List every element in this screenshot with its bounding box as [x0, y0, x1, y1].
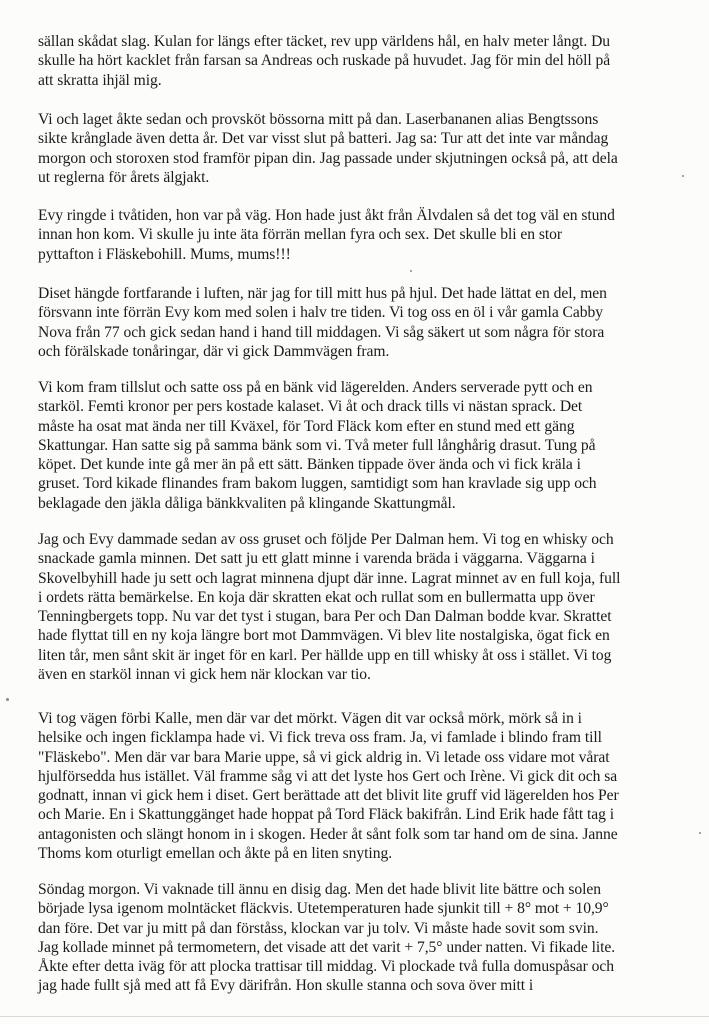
scan-speck [682, 175, 684, 177]
text-line: jag hade fullt sjå med att få Evy därifrån. Hon skulle stanna och sova över mitt i [38, 977, 534, 995]
text-line: Skattungar. Han satte sig på samma bänk som vi. Två meter full långhårig drasut. Tung på [38, 436, 596, 454]
text-line: Skovelbyhill hade ju sett och lagrat minnena djupt där inne. Lagrat minnet av en full koja, full [38, 569, 621, 587]
text-line: Vi kom fram tillslut och satte oss på en bänk vid lägerelden. Anders serverade pytt och en [38, 379, 593, 396]
text-line: beklagade den jäkla dåliga bänkkvaliten på klingande Skattungmål. [38, 494, 456, 512]
text-line: försvann inte förrän Evy kom med solen i halv tre tiden. Vi tog oss en öl i vår gamla Cabby [38, 304, 604, 322]
paragraph-1 [38, 32, 693, 90]
paragraph-8 [38, 880, 693, 996]
text-line: att skratta ihjäl mig. [38, 71, 162, 89]
text-line: helsike och ingen ficklampa hade vi. Vi fick treva oss fram. Ja, vi famlade i blindo fram till [38, 729, 602, 747]
text-line: pyttafton i Fläskebohill. Mums, mums!!! [38, 245, 291, 263]
text-line: snackade gamla minnen. Det satt ju ett glatt minne i varenda bräda i väggarna. Väggarna i [38, 550, 595, 568]
scan-speck [410, 270, 412, 272]
scan-edge [0, 1016, 709, 1017]
text-line: innan hon kom. Vi skulle ju inte äta förrän mellan fyra och sex. Det skulle bli en stor [38, 226, 563, 244]
text-line: Diset hängde fortfarande i luften, när jag for till mitt hus på hjul. Det hade lättat en del, men [38, 285, 607, 302]
text-line: Åkte efter detta iväg för att plocka trattisar till middag. Vi plockade två fulla domuspåsar och [38, 958, 614, 976]
text-line: Jag och Evy dammade sedan av oss gruset och följde Per Dalman hem. Vi tog en whisky och [38, 531, 614, 548]
text-line: dan före. Det var ju mitt på dan förståss, klockan var ju tolv. Vi måste hade sovit som svin. [38, 919, 599, 937]
paragraph-6 [38, 530, 693, 684]
paragraph-5 [38, 378, 693, 513]
paragraph-3 [38, 206, 693, 264]
scan-speck [699, 832, 701, 834]
text-line: skulle ha hört kacklet från farsan sa Andreas och ruskade på huvudet. Jag för min del höll på [38, 52, 611, 70]
text-line: hjulförsedda hus istället. Väl framme såg vi att det lyste hos Gert och Irène. Vi gick dit och sa [38, 767, 618, 785]
text-line: sällan skådat slag. Kulan for längs efter täcket, rev upp världens hål, en halv meter långt. Du [38, 33, 611, 50]
text-line: Nova från 77 och gick sedan hand i hand till middagen. Vi såg säkert ut som några för stora [38, 323, 605, 341]
text-line: ut reglerna för årets älgjakt. [38, 168, 210, 186]
text-line: även en starköl innan vi gick hem när klockan var tio. [38, 666, 371, 684]
text-line: liten tår, men sånt skit är inget för en karl. Per hällde upp en till whisky åt oss i stället. Vi tog [38, 646, 612, 664]
text-line: sikte krånglade även detta år. Det var visst slut på batteri. Jag sa: Tur att det inte var måndag [38, 130, 609, 148]
text-line: "Fläskebo". Men där var bara Marie uppe, så vi gick aldrig in. Vi letade oss vidare mot vårat [38, 748, 610, 766]
text-line: och Marie. En i Skattunggänget hade hoppat på Tord Fläck bakifrån. Lind Erik hade fått tag i [38, 806, 615, 824]
text-line: Vi tog vägen förbi Kalle, men där var det mörkt. Vägen dit var också mörk, mörk så in i [38, 710, 582, 727]
text-line: Thoms kom oturligt emellan och åkte på en liten snyting. [38, 845, 393, 863]
text-line: i ordets rätta bemärkelse. En koja där skratten ekat och rullat som en bullermatta upp över [38, 588, 595, 606]
text-line: Tenningbergets topp. Nu var det tyst i stugan, bara Per och Dan Dalman bodde kvar. Skrattet [38, 608, 612, 626]
text-line: hade flyttat till en ny koja längre bort mot Dammvägen. Vi blev lite nostalgiska, ögat fick en [38, 627, 610, 645]
text-line: starköl. Femti kronor per pers kostade kalaset. Vi åt och drack tills vi nästan sprack. Det [38, 398, 583, 416]
text-line: köpet. Det kunde inte gå mer än på ett sätt. Bänken tippade över ända och vi fick kräla i [38, 456, 581, 474]
text-line: godnatt, innan vi gick hem i diset. Gert berättade att det blivit lite gruff vid lägerelden hos Per [38, 787, 619, 805]
text-line: Jag kollade minnet på termometern, det visade att det varit + 7,5° under natten. Vi fikade lite. [38, 938, 616, 956]
paragraph-7 [38, 709, 693, 863]
text-line: morgon och storoxen stod framför pipan din. Jag passade under skjutningen också på, att dela [38, 149, 618, 167]
paragraph-4 [38, 284, 693, 361]
text-line: Evy ringde i tvåtiden, hon var på väg. Hon hade just åkt från Älvdalen så det tog väl en stund [38, 207, 615, 224]
text-line: började lysa igenom molntäcket fläckvis. Utetemperaturen hade sjunkit till + 8° mot + 10,9° [38, 900, 609, 918]
text-line: och förälskade tonåringar, där vi gick Dammvägen fram. [38, 342, 390, 360]
text-line: Vi och laget åkte sedan och provsköt bössorna mitt på dan. Laserbananen alias Bengtssons [38, 111, 599, 128]
text-line: Söndag morgon. Vi vaknade till ännu en disig dag. Men det hade blivit lite bättre och solen [38, 881, 602, 898]
paragraph-2 [38, 110, 693, 187]
text-line: gruset. Tord kikade flinandes fram bakom luggen, samtidigt som han kravlade sig upp och [38, 475, 597, 493]
text-line: måste ha osat mat ända ner till Kväxel, för Tord Fläck kom efter en stund med ett gäng [38, 417, 575, 435]
scan-speck [6, 698, 9, 701]
text-line: antagonisten och slängt honom in i skogen. Heder åt sånt folk som tar hand om de sina. Janne [38, 825, 618, 843]
